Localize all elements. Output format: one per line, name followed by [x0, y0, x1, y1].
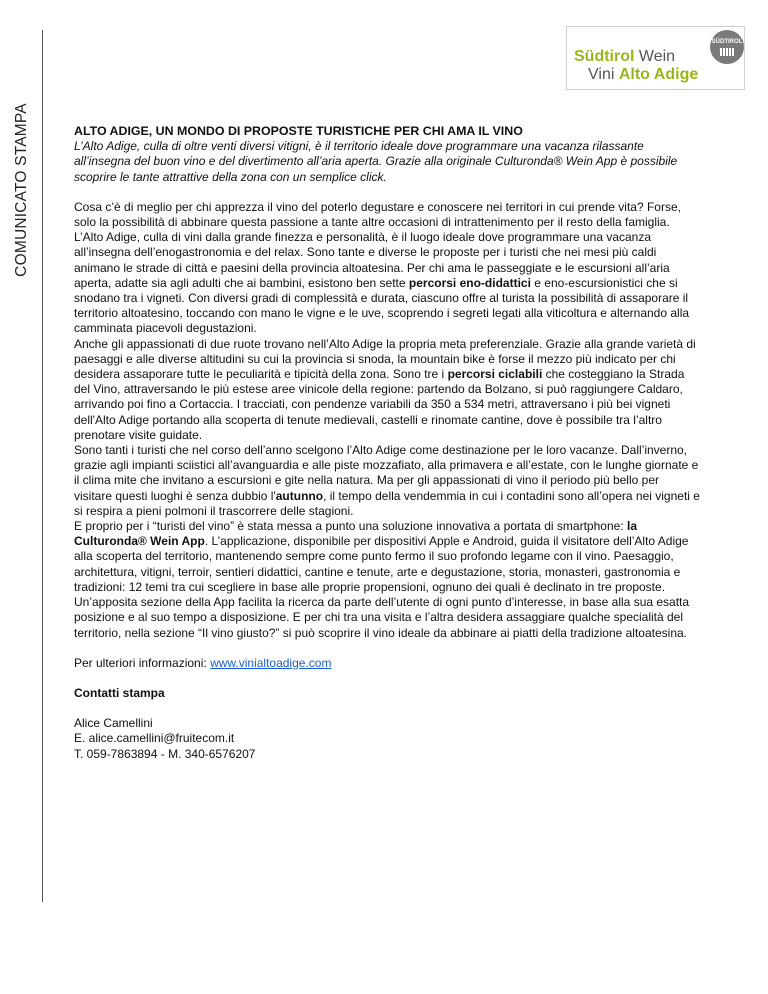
logo-badge-icon: [710, 30, 744, 64]
side-label: [4, 90, 40, 290]
document-title: ALTO ADIGE, UN MONDO DI PROPOSTE TURISTICHE PER CHI AMA IL VINO: [74, 124, 523, 138]
contact-email: E. alice.camellini@fruitecom.it: [74, 731, 235, 746]
document-body: [74, 124, 700, 762]
side-divider: [42, 30, 43, 902]
paragraph-1: Cosa c’è di meglio per chi apprezza il vino del poterlo degustare e conoscere nei territori in cui prende vita? Forse, solo la possibilità di abbinare questa passione a tante altre occasioni di intrattenimento per il resto della famiglia.: [74, 199, 681, 230]
paragraph-3: Anche gli appassionati di due ruote trovano nell’Alto Adige la propria meta preferenziale. Grazie alla grande varietà di paesaggi e alle diverse altitudini su cui la provincia si snoda, la mountain bike è forse il mezzo più indicato per chi desidera assaporare tutte le peculiarità e tipicità della zona. Sono tre i percorsi ciclabili che costeggiano la Strada del Vino, attraversando le più estese aree vinicole della regione: partendo da Bolzano, si può raggiungere Caldaro, arrivando poi fino a Cortaccia. I tracciati, con pendenze variabili da 350 a 534 metri, attraversano i più bei vigneti dell'Alto Adige portando alla scoperta di tenute medievali, castelli e rinomate cantine, dove è possibile tra l’altro prenotare visite guidate.: [74, 336, 696, 442]
paragraph-2: L’Alto Adige, culla di vini dalla grande finezza e personalità, è il luogo ideale dove programmare una vacanza all’insegna dell’enogastronomia e del relax. Sono tante e diverse le proposte per i turisti che nei mesi più caldi animano le strade di città e paesini della provincia altoatesina. Per chi ama le passeggiate e le escursioni all’aria aperta, adatte sia agli adulti che ai bambini, esistono ben sette percorsi eno-didattici e eno-escursionistici che si snodano tra i vigneti. Con diversi gradi di complessità e durata, ciascuno offre al turista la possibilità di assaporare il territorio altoatesino, toccando con mano le vigne e le uve, scoprendo i segreti legati alla viticoltura e alternando alla camminata piacevoli degustazioni.: [74, 230, 690, 336]
info-line: Per ulteriori informazioni: www.vinialtoadige.com: [74, 655, 332, 670]
paragraph-4: Sono tanti i turisti che nel corso dell’anno scelgono l’Alto Adige come destinazione per le loro vacanze. Dall’inverno, grazie agli impianti sciistici all’avanguardia e alle piste mozzafiato, alla primavera e all’estate, con le lunghe giornate e il clima mite che invitano a escursioni e gite nella natura. Ma per gli appassionati di vino il periodo più bello per visitare questi luoghi è senza dubbio l'autunno, il tempo della vendemmia in cui i contadini sono all’opera nei vigneti e si respira a pieni polmoni il trascorrere delle stagioni.: [74, 443, 700, 518]
logo-badge-text: SÜDTIROL: [711, 38, 743, 45]
logo-line-1: Südtirol Wein: [574, 48, 676, 65]
side-label-text: COMUNICATO STAMPA: [13, 103, 30, 277]
article-text: [74, 200, 700, 641]
website-link[interactable]: www.vinialtoadige.com: [210, 655, 332, 670]
contact-name: Alice Camellini: [74, 716, 153, 731]
paragraph-5: E proprio per i “turisti del vino” è stata messa a punto una soluzione innovativa a portata di smartphone: la Culturonda® Wein App. L’applicazione, disponibile per dispositivi Apple e Android, guida il visitatore dell’Alto Adige alla scoperta del territorio, mantenendo sempre come punto fermo il suo profondo legame con il vino. Paesaggio, architettura, vitigni, terroir, sentieri didattici, cantine e tenute, arte e degustazione, storia, monasteri, gastronomia e tradizioni: 12 temi tra cui scegliere in base alle proprie propensioni, ognuno dei quali è declinato in tre proposte. Un’apposita sezione della App facilita la ricerca da parte dell’utente di ogni punto d’interesse, in base alla sua esatta posizione e al suo tempo a disposizione. E per chi tra una visita e l’altra desidera assaggiare qualche specialità del territorio, nella sezione “Il vino giusto?” si può scoprire il vino ideale da abbinare ai piatti della tradizione altoatesina.: [74, 519, 690, 640]
contacts-heading: Contatti stampa: [74, 685, 165, 700]
contact-phone: T. 059-7863894 - M. 340-6576207: [74, 746, 256, 761]
document-subtitle: L’Alto Adige, culla di oltre venti diversi vitigni, è il territorio ideale dove programmare una vacanza rilassante all’insegna del buon vino e del divertimento all’aria aperta. Grazie alla originale Culturonda® Wein App è possibile scoprire le tante attrattive della zona con un semplice click.: [74, 139, 678, 184]
logo-badge-bars: [720, 48, 734, 56]
logo-line-2: Vini Alto Adige: [588, 66, 699, 83]
